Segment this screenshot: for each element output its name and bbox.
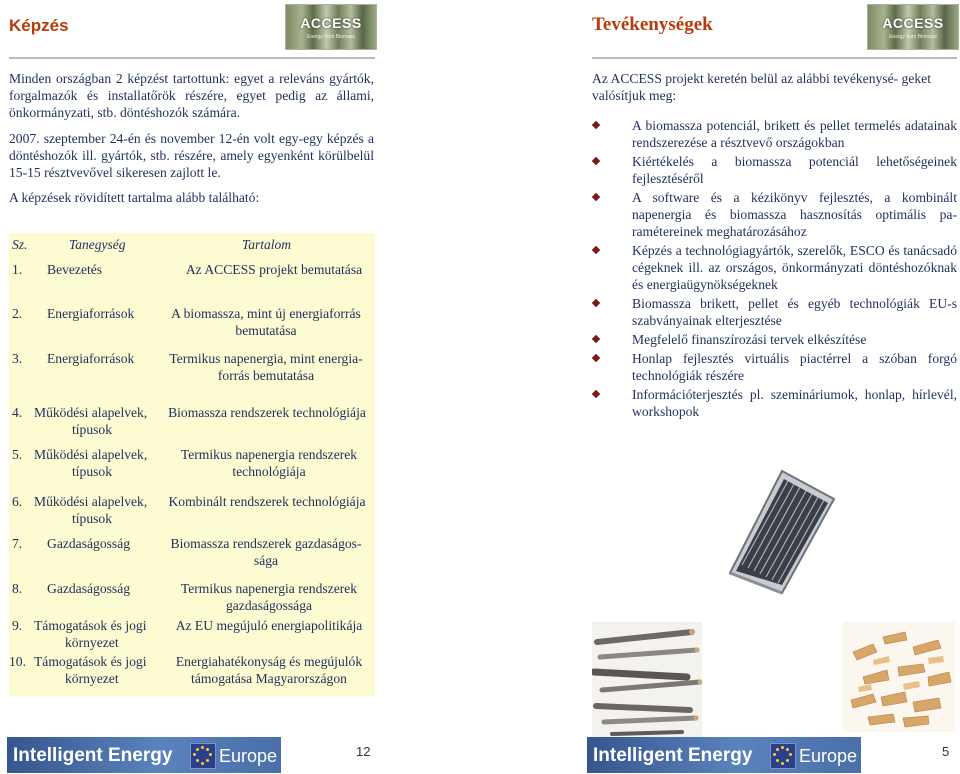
activities-intro: Az ACCESS projekt keretén belül az alábbi tevékenysé- geket valósítjuk meg: bbox=[592, 71, 931, 103]
row-number: 8. bbox=[12, 581, 23, 596]
row-content: A biomassza, mint új energiaforrás bemutatása bbox=[171, 306, 361, 338]
list-item: A biomassza potenciál, brikett és pellet termelés adatainak rendszerezése a résztvevő országokban bbox=[592, 117, 957, 151]
row-topic-cont: típusok bbox=[72, 464, 113, 479]
bullet-diamond-icon bbox=[592, 354, 600, 362]
row-content: Energiahatékonyság és megújulók támogatása Magyarországon bbox=[175, 654, 363, 686]
banner-text: Intelligent Energy bbox=[593, 745, 753, 766]
access-logo bbox=[285, 4, 377, 50]
row-content: Kombinált rendszerek technológiája bbox=[168, 494, 366, 509]
header-content: Tartalom bbox=[242, 237, 292, 252]
banner-suffix: Europe bbox=[799, 746, 858, 766]
bullet-diamond-icon bbox=[592, 390, 600, 398]
row-number: 10. bbox=[9, 654, 26, 669]
list-item: Képzés a technológiagyártók, szerelők, ESCO és tanácsadó cégeknek ill. az országos, önkormányzati döntéshozóknak és energiaügynökségeknek bbox=[592, 242, 957, 293]
paragraph-intro: Minden országban 2 képzést tartottunk: egyet a releváns gyártók, forgalmazók és installatőrök részére, egyet pedig az állami, önkormányzati, stb. döntéshozók számára. bbox=[9, 71, 374, 120]
header-rule bbox=[9, 57, 375, 59]
row-topic: Működési alapelvek, bbox=[34, 405, 148, 420]
row-number: 1. bbox=[12, 262, 23, 277]
row-topic-cont: környezet bbox=[65, 671, 119, 686]
row-number: 9. bbox=[12, 618, 23, 633]
row-content: Az ACCESS projekt bemutatása bbox=[185, 262, 363, 277]
eu-flag-icon bbox=[770, 743, 796, 769]
row-number: 2. bbox=[12, 306, 23, 321]
solar-collector-image bbox=[712, 463, 842, 598]
row-content: Termikus napenergia rendszerek technológiája bbox=[180, 447, 358, 479]
logo-text: ACCESS bbox=[882, 15, 944, 31]
activities-list bbox=[592, 117, 957, 422]
row-content: Termikus napenergia rendszerek gazdaságossága bbox=[180, 581, 358, 613]
logo-text: ACCESS bbox=[300, 15, 362, 31]
row-number: 5. bbox=[12, 447, 23, 462]
intelligent-energy-banner bbox=[587, 737, 861, 773]
banner-text: Intelligent Energy bbox=[13, 745, 173, 766]
row-content: Termikus napenergia, mint energia- forrás bemutatása bbox=[169, 351, 363, 383]
row-topic: Energiaforrások bbox=[47, 306, 135, 321]
bullet-diamond-icon bbox=[592, 121, 600, 129]
paragraph-summary: A képzések rövidített tartalma alább található: bbox=[9, 190, 260, 205]
banner-suffix: Europe bbox=[219, 746, 278, 766]
logo-subtext: Energy from Biomass bbox=[307, 34, 355, 40]
row-topic: Működési alapelvek, bbox=[34, 447, 148, 462]
row-topic: Támogatások és jogi bbox=[34, 618, 147, 633]
intelligent-energy-banner bbox=[7, 737, 281, 773]
paragraph-dates: 2007. szeptember 24-én és november 12-én volt egy-egy képzés a döntéshozók ill. gyártók, stb. részére, amely egyenként körülbelül 15-15 résztvevővel sikeresen zajlott le. bbox=[9, 131, 374, 180]
row-topic: Működési alapelvek, bbox=[34, 494, 148, 509]
list-item: Megfelelő finanszírozási tervek elkészítése bbox=[592, 331, 957, 348]
right-page bbox=[480, 0, 960, 774]
list-item: Információterjesztés pl. szemináriumok, honlap, hírlevél, workshopok bbox=[592, 386, 957, 420]
list-item: Biomassza brikett, pellet és egyéb technológiák EU-s szabványainak elterjesztése bbox=[592, 295, 957, 329]
firewood-image bbox=[592, 622, 702, 740]
row-topic: Energiaforrások bbox=[47, 351, 135, 366]
header-rule bbox=[592, 57, 957, 59]
row-topic: Bevezetés bbox=[47, 262, 103, 277]
row-number: 3. bbox=[12, 351, 23, 366]
row-topic-cont: típusok bbox=[72, 511, 113, 526]
bullet-diamond-icon bbox=[592, 193, 600, 201]
row-content: Az EU megújuló energiapolitikája bbox=[175, 618, 363, 633]
header-topic: Tanegység bbox=[69, 237, 126, 252]
course-table bbox=[9, 233, 375, 696]
bullet-diamond-icon bbox=[592, 335, 600, 343]
wood-chips-image bbox=[843, 622, 955, 732]
page-number: 5 bbox=[942, 744, 950, 759]
row-number: 4. bbox=[12, 405, 23, 420]
bullet-diamond-icon bbox=[592, 157, 600, 165]
row-topic-cont: típusok bbox=[72, 422, 113, 437]
row-topic: Gazdaságosság bbox=[47, 581, 131, 596]
header-number: Sz. bbox=[12, 237, 28, 252]
row-topic: Gazdaságosság bbox=[47, 536, 131, 551]
row-number: 6. bbox=[12, 494, 23, 509]
eu-flag-icon bbox=[190, 743, 216, 769]
list-item: Kiértékelés a biomassza potenciál lehetőségeinek fejlesztéséről bbox=[592, 153, 957, 187]
bullet-diamond-icon bbox=[592, 299, 600, 307]
row-content: Biomassza rendszerek technológiája bbox=[168, 405, 366, 420]
page-number: 12 bbox=[356, 744, 371, 759]
page-title: Képzés bbox=[9, 16, 69, 35]
row-content: Biomassza rendszerek gazdaságos- sága bbox=[170, 536, 362, 568]
list-item: A software és a kézikönyv fejlesztés, a kombinált napenergia és biomassza hasznosítás optimális pa- ramétereinek meghatározásához bbox=[592, 189, 957, 240]
row-topic-cont: környezet bbox=[65, 635, 119, 650]
access-logo bbox=[867, 4, 959, 50]
row-number: 7. bbox=[12, 536, 23, 551]
bullet-diamond-icon bbox=[592, 246, 600, 254]
page-title: Tevékenységek bbox=[592, 14, 713, 35]
logo-subtext: Energy from Biomass bbox=[889, 34, 937, 40]
row-topic: Támogatások és jogi bbox=[34, 654, 147, 669]
list-item: Honlap fejlesztés virtuális piactérrel a szóban forgó technológiák részére bbox=[592, 350, 957, 384]
